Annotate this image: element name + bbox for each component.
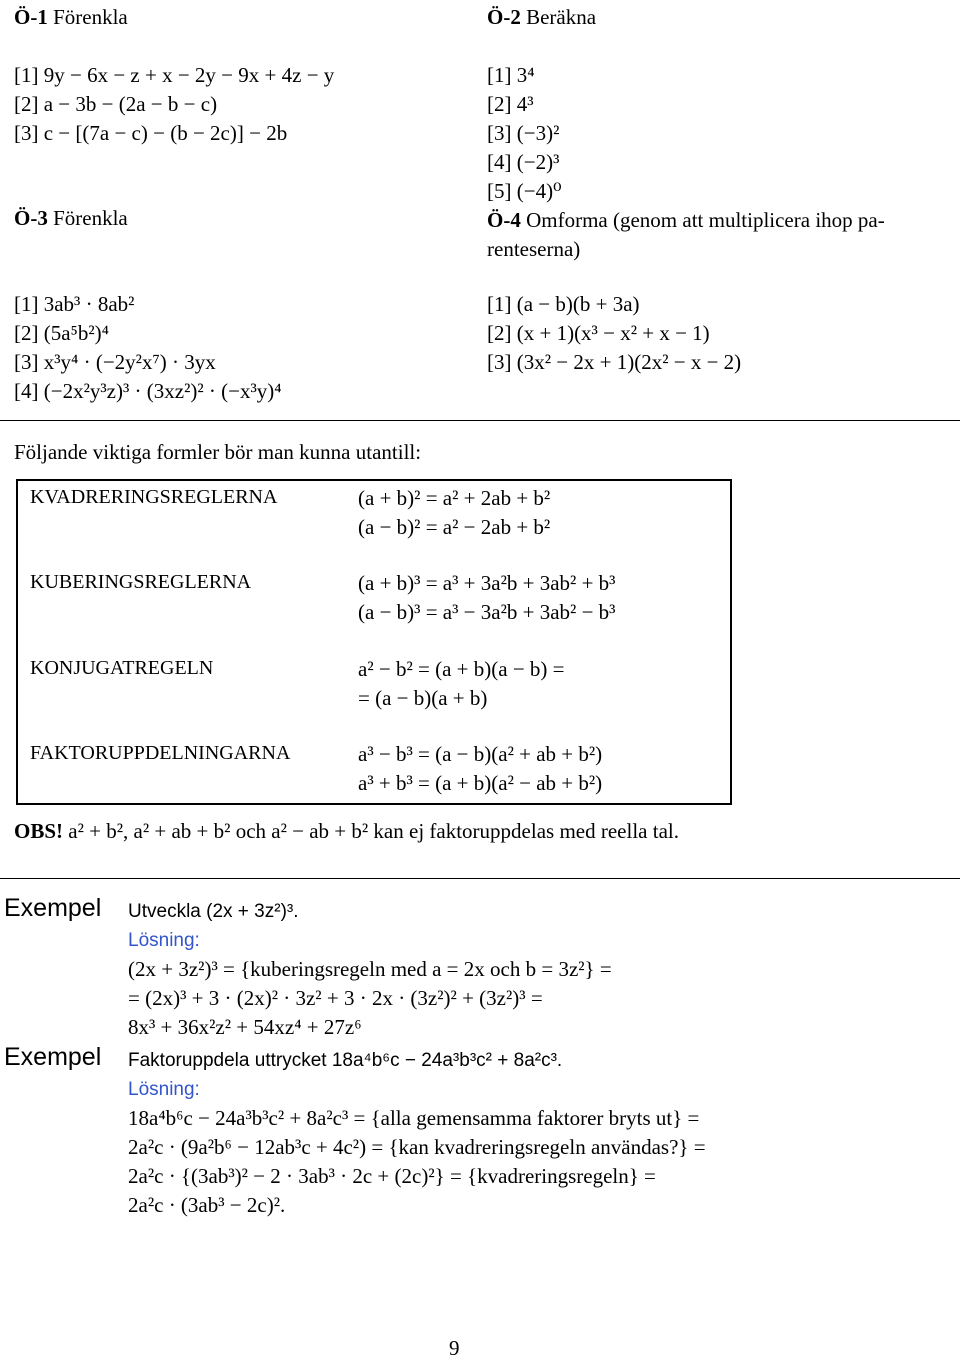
formula-line: a² − b² = (a + b)(a − b) = [358,657,565,681]
formula-lines [358,740,602,798]
list-item: [2] a − 3b − (2a − b − c) [14,92,218,116]
example-task: Faktoruppdela uttrycket 18a⁴b⁶c − 24a³b³c² + 8a²c³. [128,1050,563,1071]
list-item: [1] 9y − 6x − z + x − 2y − 9x + 4z − y [14,63,335,87]
list-item: [2] 4³ [487,92,534,116]
exercise-o2-number: Ö-2 [487,5,521,29]
obs-label: OBS! [14,819,64,843]
list-item: [1] (a − b)(b + 3a) [487,292,640,316]
obs-text: a² + b², a² + ab + b² och a² − ab + b² kan ej faktoruppdelas med reella tal. [68,819,679,843]
formula-group-name: KVADRERINGSREGLERNA [30,486,278,508]
exercise-o3-number: Ö-3 [14,206,48,230]
list-item: [2] (5a⁵b²)⁴ [14,321,109,345]
exercise-o1-list [14,61,334,148]
list-item: [3] (3x² − 2x + 1)(2x² − x − 2) [487,350,742,374]
exercise-o4-heading [487,206,885,264]
exercise-o1-title: Förenkla [53,5,128,29]
example-label: Exempel [4,1043,102,1071]
list-item: [5] (−4)⁰ [487,179,562,203]
divider [0,878,960,879]
formula-line: = (a − b)(a + b) [358,686,488,710]
list-item: [2] (x + 1)(x³ − x² + x − 1) [487,321,710,345]
formula-lines [358,655,565,713]
list-item: [4] (−2x²y³z)³ · (3xz²)² · (−x³y)⁴ [14,379,282,403]
exercise-o4-number: Ö-4 [487,208,521,232]
solution-label: Lösning: [128,930,200,951]
list-item: [3] (−3)² [487,121,560,145]
exercise-o3-list [14,290,282,406]
formula-line: (a − b)² = a² − 2ab + b² [358,515,551,539]
example-task: Utveckla (2x + 3z²)³. [128,901,299,922]
exercise-o4-list [487,290,741,377]
list-item: [1] 3⁴ [487,63,535,87]
solution-line: 8x³ + 36x²z² + 54xz⁴ + 27z⁶ [128,1015,362,1039]
formula-group-name: KONJUGATREGELN [30,657,214,679]
exercise-o3-title: Förenkla [53,206,128,230]
solution-label: Lösning: [128,1079,200,1100]
list-item: [4] (−2)³ [487,150,560,174]
exercise-o1-number: Ö-1 [14,5,48,29]
formula-line: (a + b)² = a² + 2ab + b² [358,486,551,510]
solution-line: 2a²c · (3ab³ − 2c)². [128,1193,286,1217]
formula-group-name: KUBERINGSREGLERNA [30,571,252,593]
formula-line: (a + b)³ = a³ + 3a²b + 3ab² + b³ [358,571,616,595]
formula-lines [358,569,615,627]
exercise-o4-title: Omforma (genom att multiplicera ihop pa- [526,208,885,232]
formula-line: a³ − b³ = (a − b)(a² + ab + b²) [358,742,603,766]
solution-line: 2a²c · (9a²b⁶ − 12ab³c + 4c²) = {kan kvadreringsregeln användas?} = [128,1135,706,1159]
divider [0,420,960,421]
list-item: [1] 3ab³ · 8ab² [14,292,135,316]
solution-line: = (2x)³ + 3 · (2x)² · 3z² + 3 · 2x · (3z²)² + (3z²)³ = [128,986,543,1010]
formula-line: (a − b)³ = a³ − 3a²b + 3ab² − b³ [358,600,616,624]
list-item: [3] c − [(7a − c) − (b − 2c)] − 2b [14,121,288,145]
formulas-intro: Följande viktiga formler bör man kunna utantill: [14,440,422,464]
example-body [128,897,612,1042]
page-number: 9 [449,1336,460,1360]
exercise-o2-heading [487,5,596,30]
exercise-o2-list [487,61,561,206]
solution-line: 18a⁴b⁶c − 24a³b³c² + 8a²c³ = {alla gemensamma faktorer bryts ut} = [128,1106,700,1130]
example-body [128,1046,706,1220]
exercise-o1-heading [14,5,128,30]
formula-group-name: FAKTORUPPDELNINGARNA [30,742,291,764]
obs-note [14,819,679,844]
exercise-o3-heading [14,206,128,231]
solution-line: (2x + 3z²)³ = {kuberingsregeln med a = 2x och b = 3z²} = [128,957,612,981]
formula-line: a³ + b³ = (a + b)(a² − ab + b²) [358,771,603,795]
exercise-o4-title-cont: renteserna) [487,237,581,261]
exercise-o2-title: Beräkna [526,5,597,29]
list-item: [3] x³y⁴ · (−2y²x⁷) · 3yx [14,350,216,374]
solution-line: 2a²c · {(3ab³)² − 2 · 3ab³ · 2c + (2c)²} = {kvadreringsregeln} = [128,1164,656,1188]
example-label: Exempel [4,894,102,922]
formula-lines [358,484,550,542]
